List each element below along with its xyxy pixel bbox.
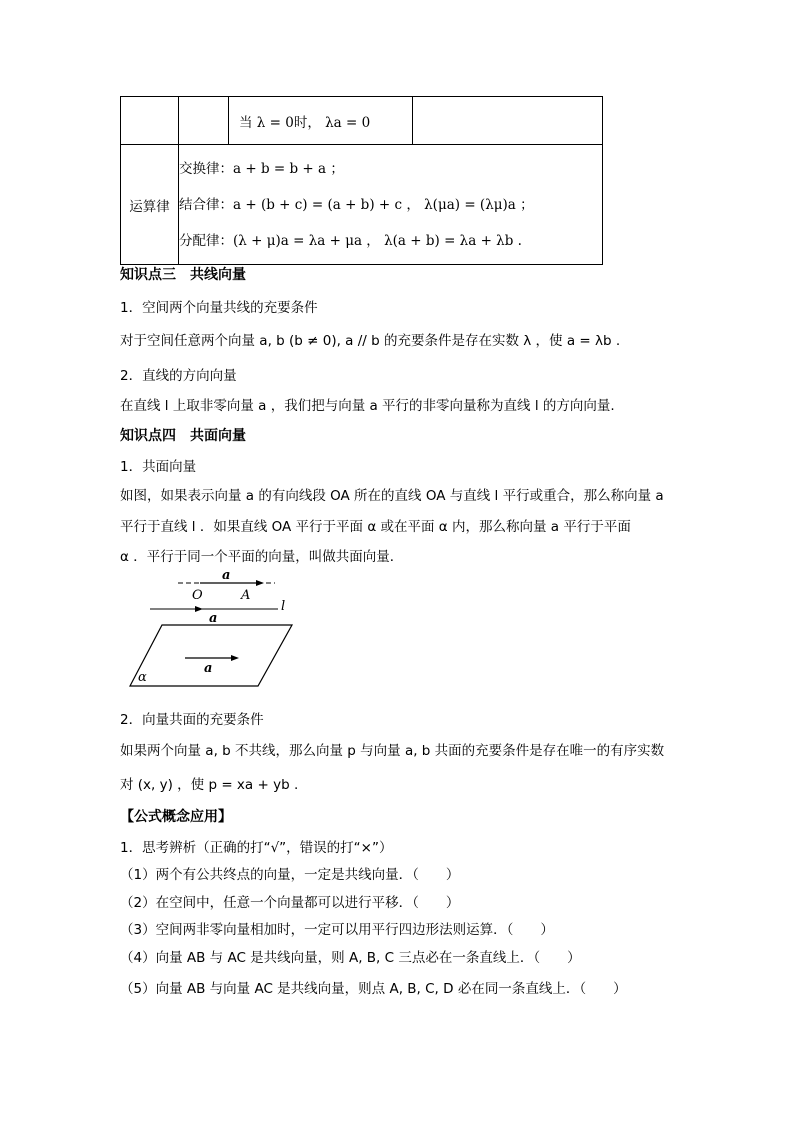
plane-alpha-label: α: [138, 670, 147, 685]
distributive-law: 分配律：(λ + μ)a = λa + μa ， λ(a + b) = λa + λb .: [179, 232, 522, 249]
point-o-label: O: [192, 588, 203, 603]
collinear-condition-title: 1．空间两个向量共线的充要条件: [120, 300, 318, 316]
vector-a-label: a: [222, 568, 231, 583]
plane-alpha: [130, 625, 292, 686]
coplanar-condition-line: 对 (x, y) ，使 p = xa + yb .: [120, 777, 299, 793]
direction-vector-title: 2．直线的方向向量: [120, 368, 237, 384]
commutative-law: 交换律：a + b = b + a ；: [179, 160, 344, 177]
point-a-label: A: [241, 588, 251, 603]
coplanar-vector-figure: [125, 568, 305, 688]
associative-law: 结合律：a + (b + c) = (a + b) + c ， λ(μa) = (λμ)a ；: [179, 196, 534, 213]
coplanar-para-line: 平行于直线 l ．如果直线 OA 平行于平面 α 或在平面 α 内，那么称向量 a 平行于平面: [120, 519, 631, 535]
exercise-item: （3）空间两非零向量相加时，一定可以用平行四边形法则运算．（ ）: [120, 922, 554, 938]
vector-a-on-line-label: a: [209, 611, 218, 626]
coplanar-vector-title: 1．共面向量: [120, 459, 197, 475]
arrowhead-icon: [256, 580, 264, 586]
table-cell: [121, 97, 179, 145]
table-cell: [179, 145, 603, 265]
collinear-condition-text: 对于空间任意两个向量 a, b (b ≠ 0), a // b 的充要条件是存在实数 λ ，使 a = λb .: [120, 333, 621, 349]
operation-law-label: 运算律: [129, 198, 170, 215]
coplanar-condition-line: 如果两个向量 a, b 不共线，那么向量 p 与向量 a, b 共面的充要条件是存在唯一的有序实数: [120, 743, 665, 759]
table-cell: [179, 97, 229, 145]
table-cell: [229, 97, 413, 145]
section4-heading: 知识点四 共面向量: [120, 428, 246, 444]
direction-vector-text: 在直线 l 上取非零向量 a ，我们把与向量 a 平行的非零向量称为直线 l 的方向向量.: [120, 398, 615, 414]
table-cell: [413, 97, 603, 145]
arrowhead-icon: [195, 606, 203, 612]
coplanar-condition-title: 2．向量共面的充要条件: [120, 712, 264, 728]
exercise-item: （2）在空间中，任意一个向量都可以进行平移．（ ）: [120, 895, 460, 911]
exercise-item: （4）向量 AB 与 AC 是共线向量，则 A, B, C 三点必在一条直线上．（ ）: [120, 950, 581, 966]
table-row: [121, 145, 603, 265]
arrowhead-icon: [231, 655, 239, 661]
line-l-label: l: [281, 599, 286, 614]
section3-heading: 知识点三 共线向量: [120, 267, 246, 283]
table-row: [121, 97, 603, 145]
section5-heading: 【公式概念应用】: [120, 809, 232, 825]
vector-a-in-plane-label: a: [204, 661, 213, 676]
coplanar-para-line: α ．平行于同一个平面的向量，叫做共面向量．: [120, 549, 404, 565]
coplanar-para-line: 如图，如果表示向量 a 的有向线段 OA 所在的直线 OA 与直线 l 平行或重合，那么称向量 a: [120, 488, 664, 504]
exercise-title: 1．思考辨析（正确的打“√”，错误的打“×”）: [120, 840, 393, 856]
exercise-item: （1）两个有公共终点的向量，一定是共线向量．（ ）: [120, 867, 460, 883]
operation-law-table: [120, 96, 603, 265]
zero-scalar-rule: 当 λ = 0时， λa = 0: [239, 114, 371, 131]
table-cell: [121, 145, 179, 265]
exercise-item: （5）向量 AB 与向量 AC 是共线向量，则点 A, B, C, D 必在同一条直线上．（ ）: [120, 981, 627, 997]
